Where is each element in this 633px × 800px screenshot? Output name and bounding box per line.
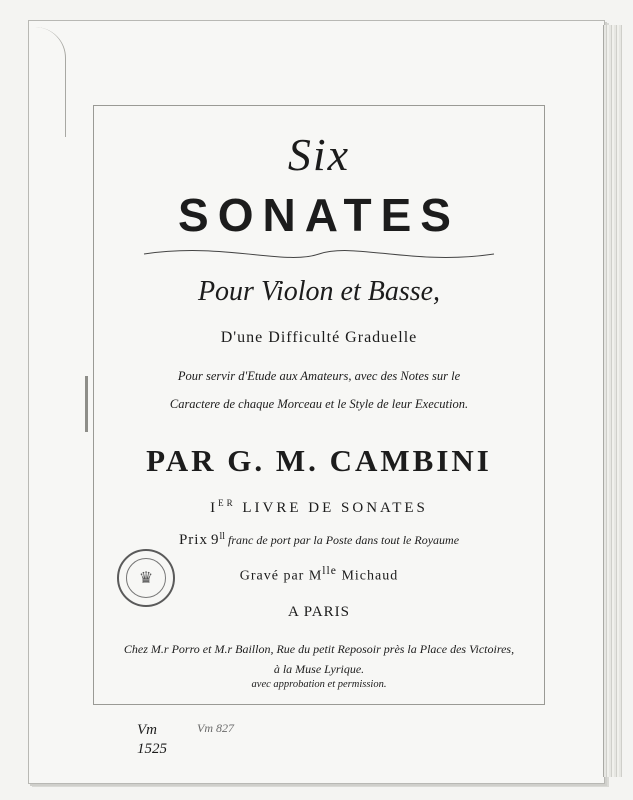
book-number <box>94 498 544 517</box>
crown-icon: ♛ <box>126 558 166 598</box>
purpose-line-2: Caractere de chaque Morceau et le Style de leur Execution. <box>169 397 469 411</box>
flourish-divider <box>134 246 504 262</box>
price-line <box>94 531 544 549</box>
purpose-line-1: Pour servir d'Etude aux Amateurs, avec des Notes sur le <box>177 369 461 383</box>
difficulty-line: D'une Difficulté Graduelle <box>220 329 418 346</box>
price-value: 9 <box>210 532 220 548</box>
engraver-name: Michaud <box>341 568 399 584</box>
engraver-label: Gravé par M <box>239 568 323 584</box>
page-edge <box>603 25 622 777</box>
address-line-2: à la Muse Lyrique. <box>273 662 365 676</box>
address-line-3: avec approbation et permission. <box>251 679 387 690</box>
price-unit: ll <box>219 531 226 542</box>
book-label: LIVRE DE SONATES <box>242 500 428 516</box>
music-title-page <box>28 20 605 784</box>
binding-mark <box>85 376 88 432</box>
pencil-shelfmark: Vm 827 <box>197 721 234 735</box>
page-fold <box>35 27 66 137</box>
book-number-sup: ER <box>218 498 236 508</box>
title-sonates: SONATES <box>178 189 460 241</box>
price-terms: franc de port par la Poste dans tout le Royaume <box>228 533 460 547</box>
shelfmark-line-1: Vm <box>137 722 157 738</box>
composer: PAR G. M. CAMBINI <box>146 443 492 478</box>
book-number-roman: I <box>210 500 219 516</box>
engraved-plate <box>93 105 545 705</box>
instrumentation: Pour Violon et Basse, <box>197 276 441 307</box>
price-label: Prix <box>178 532 208 548</box>
library-stamp <box>117 549 175 607</box>
shelfmark-line-2: 1525 <box>137 741 167 757</box>
address-line-1: Chez M.r Porro et M.r Baillon, Rue du petit Reposoir près la Place des Victoires, <box>123 642 515 656</box>
city: A PARIS <box>288 604 350 620</box>
shelfmark <box>137 721 167 759</box>
title-six: Six <box>287 129 351 180</box>
engraver-sup: lle <box>322 564 337 577</box>
